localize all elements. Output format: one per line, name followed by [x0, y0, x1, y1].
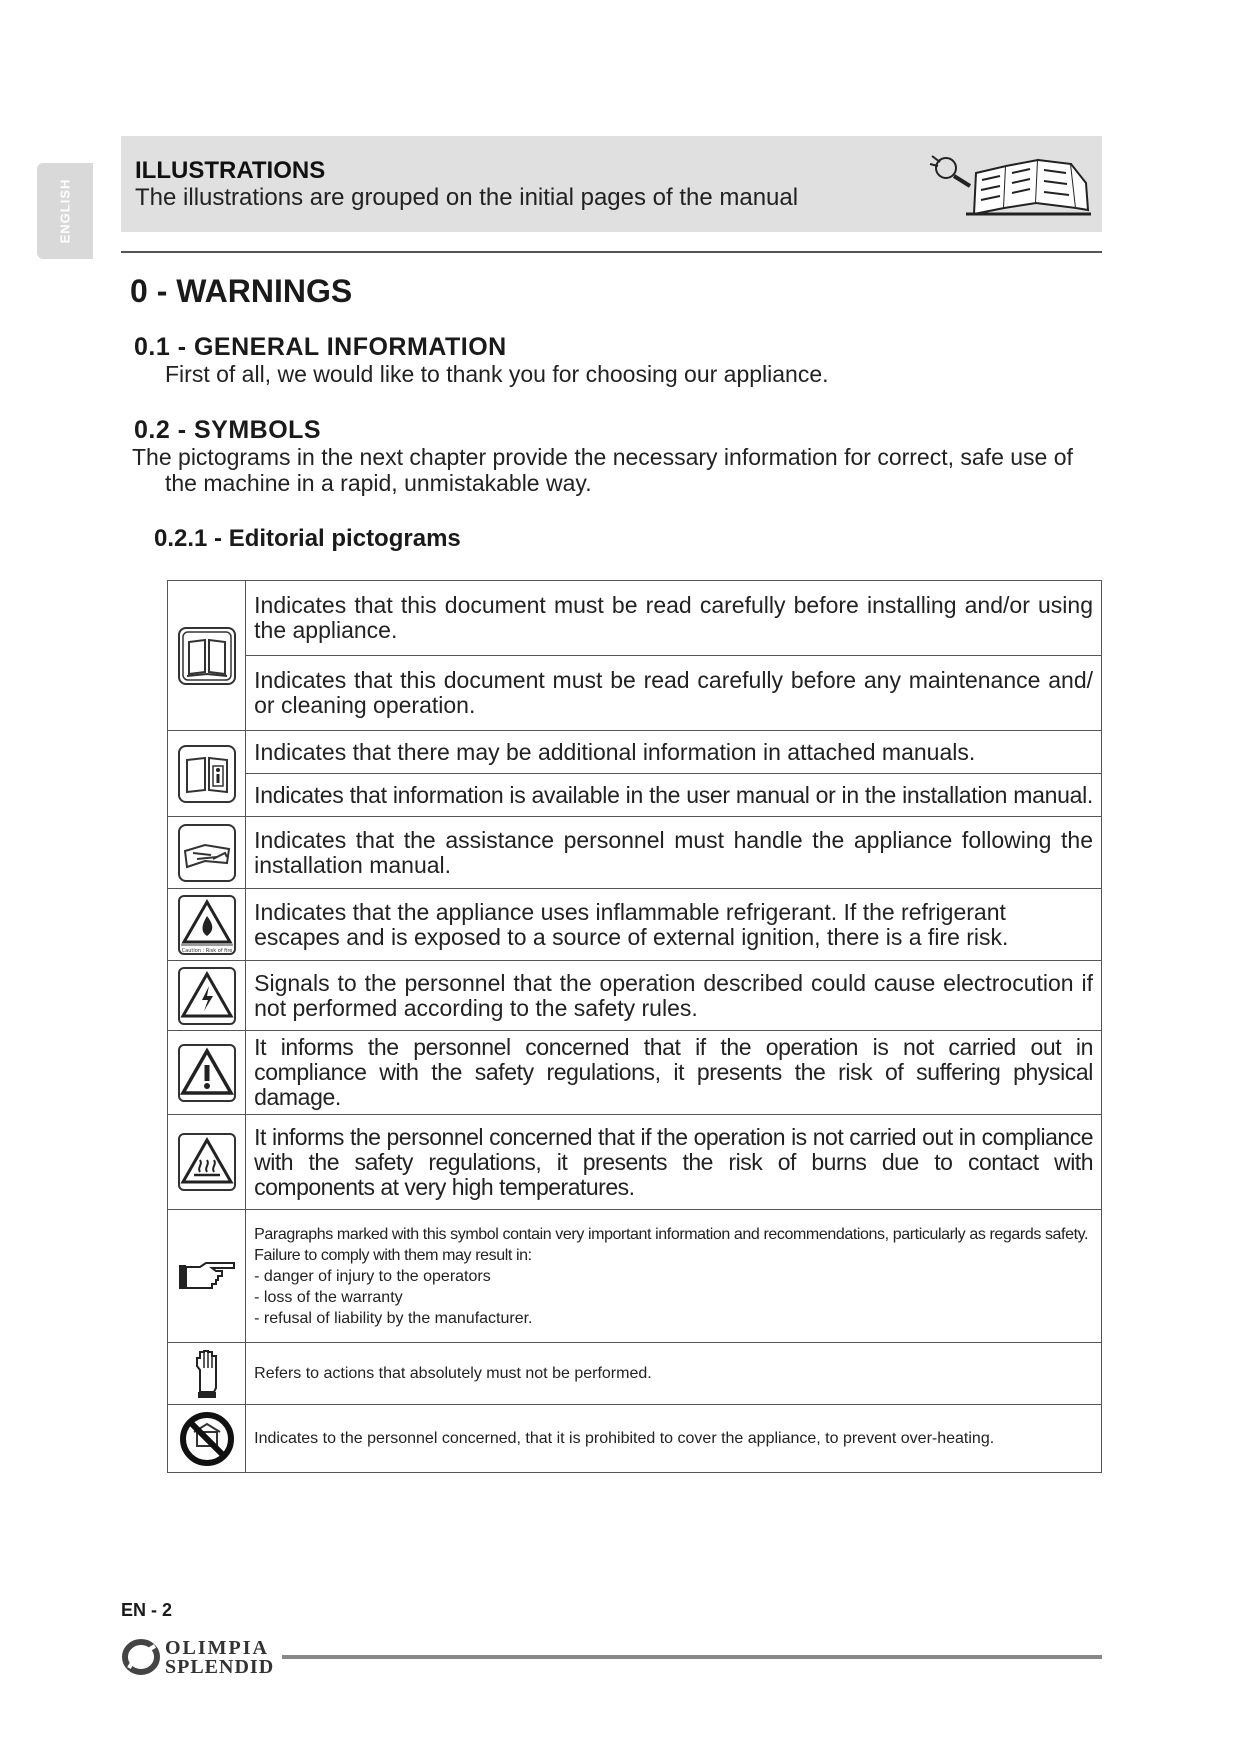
brand-line-2: SPLENDID	[165, 1656, 275, 1678]
general-warning-icon	[168, 1031, 246, 1115]
language-tab	[37, 163, 93, 259]
stop-hand-icon	[168, 1343, 246, 1405]
illustrations-title: ILLUSTRATIONS	[135, 157, 326, 184]
electrocution-warning-icon	[168, 961, 246, 1031]
assistance-manual-icon	[168, 817, 246, 889]
table-row	[168, 961, 1102, 1031]
section-0-1-heading: 0.1 - GENERAL INFORMATION	[134, 333, 507, 361]
section-0-1-text: First of all, we would like to thank you for choosing our appliance.	[165, 361, 829, 387]
no-cover-prohibition-icon	[168, 1405, 246, 1473]
section-0-2-1-heading: 0.2.1 - Editorial pictograms	[154, 525, 461, 552]
table-row	[168, 817, 1102, 889]
flammable-refrigerant-text: Indicates that the appliance uses inflammable refrigerant. If the refrigerant escapes and is exposed to a source of external ignition, there is a fire risk.	[246, 889, 1102, 961]
important-info-item: - danger of injury to the operators	[254, 1267, 491, 1285]
illustrations-banner	[121, 136, 1102, 232]
assistance-text: Indicates that the assistance personnel must handle the appliance following the installation manual.	[246, 817, 1102, 889]
table-row	[168, 581, 1102, 656]
language-tab-label: ENGLISH	[57, 178, 73, 244]
table-row	[168, 1210, 1102, 1343]
read-manual-icon	[168, 581, 246, 731]
flammable-caption: Caution : Risk of fire	[181, 947, 232, 954]
user-manual-info-text: Indicates that information is available in the user manual or in the installation manual.	[246, 774, 1102, 817]
bottom-divider	[282, 1655, 1102, 1659]
page-number: EN - 2	[121, 1600, 173, 1620]
table-row	[168, 656, 1102, 731]
section-0-2-text-line1: The pictograms in the next chapter provide the necessary information for correct, safe use of	[132, 444, 1073, 470]
brand-line-1: OLIMPIA	[165, 1637, 269, 1659]
section-0-heading: 0 - WARNINGS	[130, 273, 353, 309]
electrocution-text: Signals to the personnel that the operation described could cause electrocution if not performed according to the safety rules.	[246, 961, 1102, 1031]
read-doc-maintenance-text: Indicates that this document must be read carefully before any maintenance and/ or cleaning operation.	[246, 656, 1102, 731]
open-book-magnifier-icon	[926, 148, 1096, 218]
table-row	[168, 1031, 1102, 1115]
table-row	[168, 1115, 1102, 1210]
top-divider	[121, 251, 1102, 253]
table-row	[168, 731, 1102, 774]
pointing-hand-icon	[168, 1210, 246, 1343]
important-info-intro: Paragraphs marked with this symbol contain very important information and recommendations, particularly as regards safety. Failure to comply with them may result in:	[254, 1225, 1089, 1264]
pictogram-table	[167, 580, 1102, 1473]
table-row	[168, 774, 1102, 817]
hot-surface-warning-icon	[168, 1115, 246, 1210]
brand-logo	[121, 1636, 281, 1680]
flammable-warning-icon	[168, 889, 246, 961]
brand-logo-mark-icon	[121, 1638, 161, 1676]
section-0-2-heading: 0.2 - SYMBOLS	[134, 416, 322, 444]
physical-damage-text: It informs the personnel concerned that if the operation is not carried out in compliance with the safety regulations, it presents the risk of suffering physical damage.	[246, 1031, 1102, 1115]
illustrations-text: The illustrations are grouped on the initial pages of the manual	[135, 184, 799, 211]
important-info-cell	[246, 1210, 1102, 1343]
table-row	[168, 1343, 1102, 1405]
table-row	[168, 889, 1102, 961]
forbidden-actions-text: Refers to actions that absolutely must not be performed.	[246, 1343, 1102, 1405]
info-manual-icon	[168, 731, 246, 817]
additional-info-text: Indicates that there may be additional information in attached manuals.	[246, 731, 1102, 774]
read-doc-install-text: Indicates that this document must be read carefully before installing and/or using the appliance.	[246, 581, 1102, 656]
no-cover-text: Indicates to the personnel concerned, that it is prohibited to cover the appliance, to prevent over-heating.	[246, 1405, 1102, 1473]
important-info-item: - loss of the warranty	[254, 1288, 403, 1306]
section-0-2-text-line2: the machine in a rapid, unmistakable way.	[165, 470, 592, 496]
important-info-item: - refusal of liability by the manufacturer.	[254, 1309, 533, 1327]
table-row	[168, 1405, 1102, 1473]
burns-text: It informs the personnel concerned that if the operation is not carried out in compliance with the safety regulations, it presents the risk of burns due to contact with components at very high temperatures.	[246, 1115, 1102, 1210]
